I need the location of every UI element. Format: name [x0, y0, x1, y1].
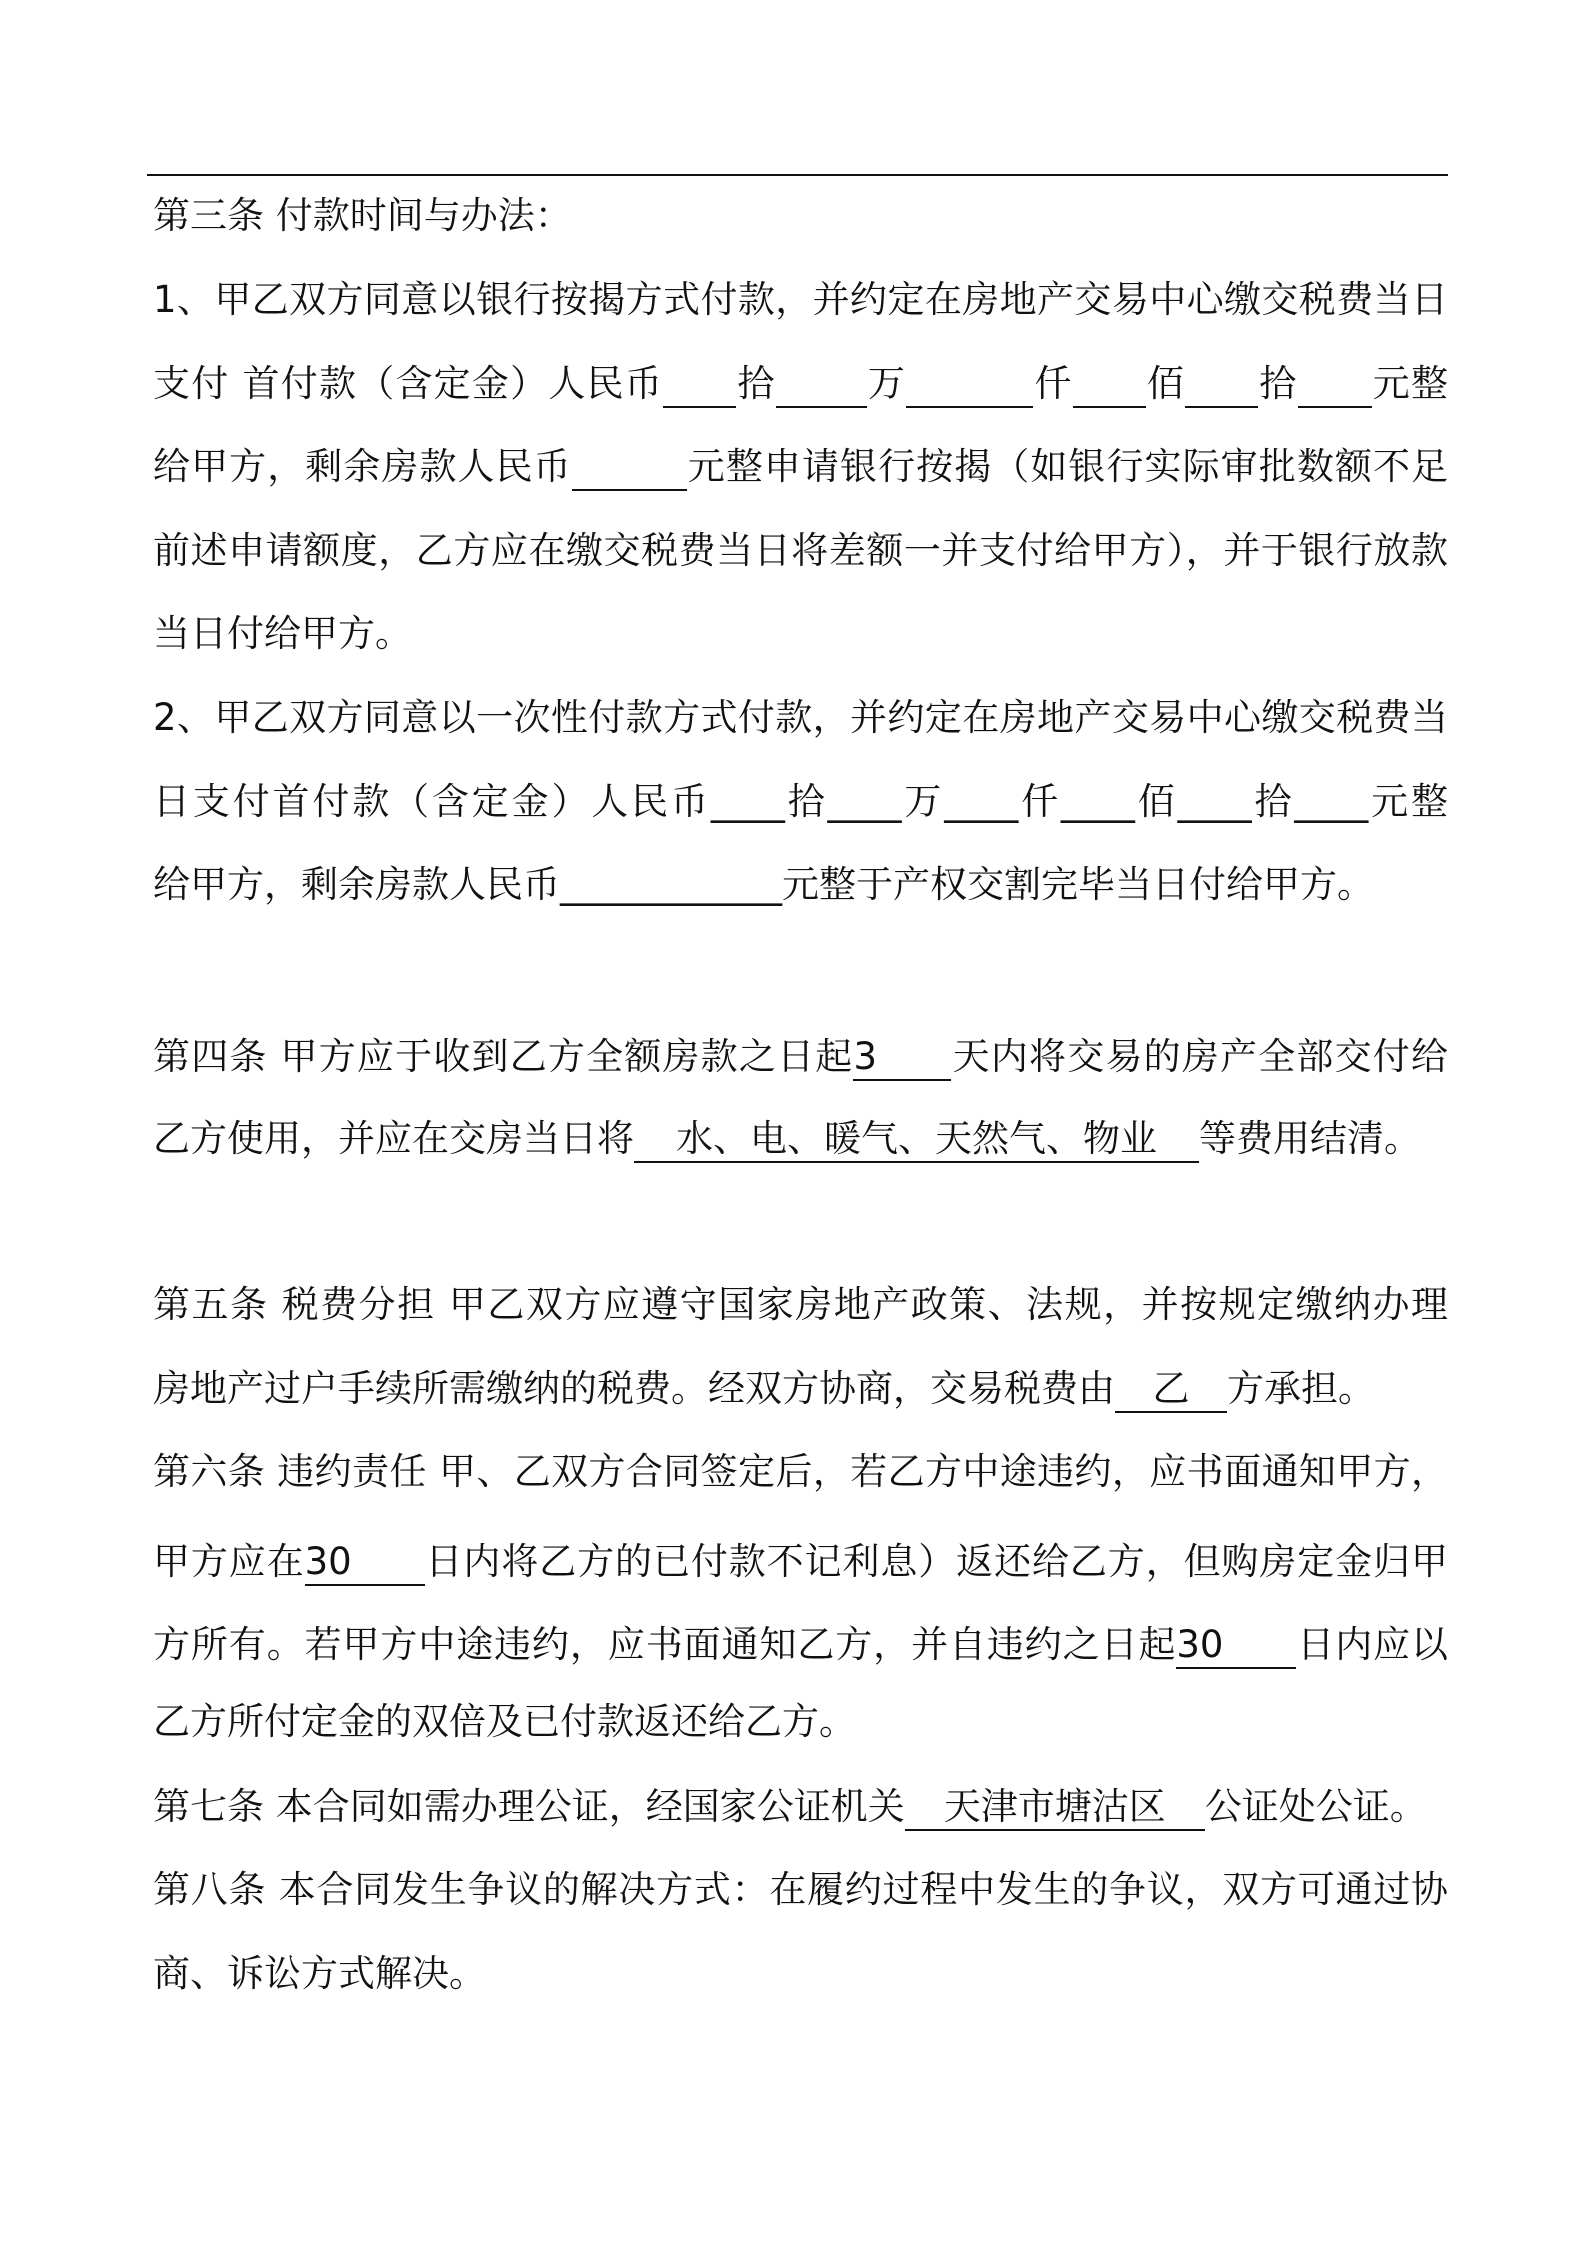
article-3-line	[153, 694, 1448, 742]
article-4-line	[153, 1033, 1448, 1081]
text: 公证处公证。	[1204, 1785, 1427, 1828]
article-6-line	[153, 1448, 1448, 1496]
article-6-line	[153, 1698, 1448, 1746]
tax-party-field: 乙	[1115, 1365, 1227, 1413]
days-field: 30	[1176, 1621, 1296, 1669]
text: 支付 首付款（含定金）人民币	[153, 362, 664, 405]
text: 万	[866, 362, 907, 405]
text: 2、甲乙双方同意以一次性付款方式付款，并约定在房地产交易中心缴交税费当	[153, 696, 1448, 739]
text: 给甲方，剩余房款人民币	[153, 445, 572, 488]
notary-field: 天津市塘沽区	[905, 1783, 1205, 1831]
days-field: 30	[305, 1538, 425, 1586]
article-3-line	[153, 527, 1448, 575]
text: 日内将乙方的已付款不记利息）返还给乙方，但购房定金归甲	[424, 1540, 1449, 1583]
text: 给甲方，剩余房款人民币____________元整于产权交割完毕当日付给甲方。	[153, 863, 1374, 906]
article-4-line	[153, 1115, 1448, 1163]
text: 等费用结清。	[1199, 1117, 1421, 1160]
fees-field: 水、电、暖气、天然气、物业	[634, 1115, 1199, 1163]
header-rule	[147, 174, 1448, 176]
article-3-line	[153, 861, 1448, 909]
article-3-title	[153, 192, 1448, 240]
article-3-line	[153, 778, 1448, 826]
article-6-line	[153, 1538, 1448, 1586]
article-5-line	[153, 1365, 1448, 1413]
article-6-line	[153, 1621, 1448, 1669]
text: 第三条 付款时间与办法：	[153, 194, 572, 237]
text: 元整	[1371, 362, 1449, 405]
text: 仟	[1033, 362, 1073, 405]
text: 日支付首付款（含定金）人民币____拾____万____仟____佰____拾____元整	[153, 780, 1448, 823]
text: 第七条 本合同如需办理公证，经国家公证机关	[153, 1785, 905, 1828]
text: 房地产过户手续所需缴纳的税费。经双方协商，交易税费由	[153, 1367, 1115, 1410]
text: 方承担。	[1227, 1367, 1375, 1410]
blank-field	[1298, 360, 1372, 408]
article-5-line	[153, 1281, 1448, 1329]
blank-field	[776, 360, 867, 408]
text: 前述申请额度，乙方应在缴交税费当日将差额一并支付给甲方），并于银行放款	[153, 529, 1448, 572]
text: 第四条 甲方应于收到乙方全额房款之日起	[153, 1035, 854, 1078]
blank-field	[663, 360, 736, 408]
text: 1、甲乙双方同意以银行按揭方式付款，并约定在房地产交易中心缴交税费当日	[153, 278, 1448, 321]
days-field: 3	[853, 1033, 951, 1081]
text: 乙方所付定金的双倍及已付款返还给乙方。	[153, 1700, 856, 1743]
article-3-line	[153, 610, 1448, 658]
blank-field	[1185, 360, 1258, 408]
article-8-line	[153, 1950, 1448, 1998]
article-7-line	[153, 1783, 1448, 1831]
blank-field	[1073, 360, 1146, 408]
text: 乙方使用，并应在交房当日将	[153, 1117, 634, 1160]
text: 第六条 违约责任 甲、乙双方合同签定后，若乙方中途违约，应书面通知甲方，	[153, 1450, 1448, 1493]
text: 拾	[1258, 362, 1298, 405]
text: 第五条 税费分担 甲乙双方应遵守国家房地产政策、法规，并按规定缴纳办理	[153, 1283, 1448, 1326]
article-3-line	[153, 276, 1448, 324]
text: 甲方应在	[153, 1540, 305, 1583]
article-3-line	[153, 443, 1448, 491]
text: 第八条 本合同发生争议的解决方式：在履约过程中发生的争议，双方可通过协	[153, 1868, 1448, 1911]
blank-field	[906, 360, 1033, 408]
text: 日内应以	[1296, 1623, 1449, 1666]
text: 拾	[736, 362, 776, 405]
text: 商、诉讼方式解决。	[153, 1952, 486, 1995]
text: 佰	[1145, 362, 1186, 405]
text: 方所有。若甲方中途违约，应书面通知乙方，并自违约之日起	[153, 1623, 1177, 1666]
article-8-line	[153, 1866, 1448, 1914]
article-3-line	[153, 360, 1448, 408]
text: 天内将交易的房产全部交付给	[951, 1035, 1449, 1078]
blank-field	[572, 443, 687, 491]
text: 当日付给甲方。	[153, 612, 412, 655]
text: 元整申请银行按揭（如银行实际审批数额不足	[686, 445, 1449, 488]
